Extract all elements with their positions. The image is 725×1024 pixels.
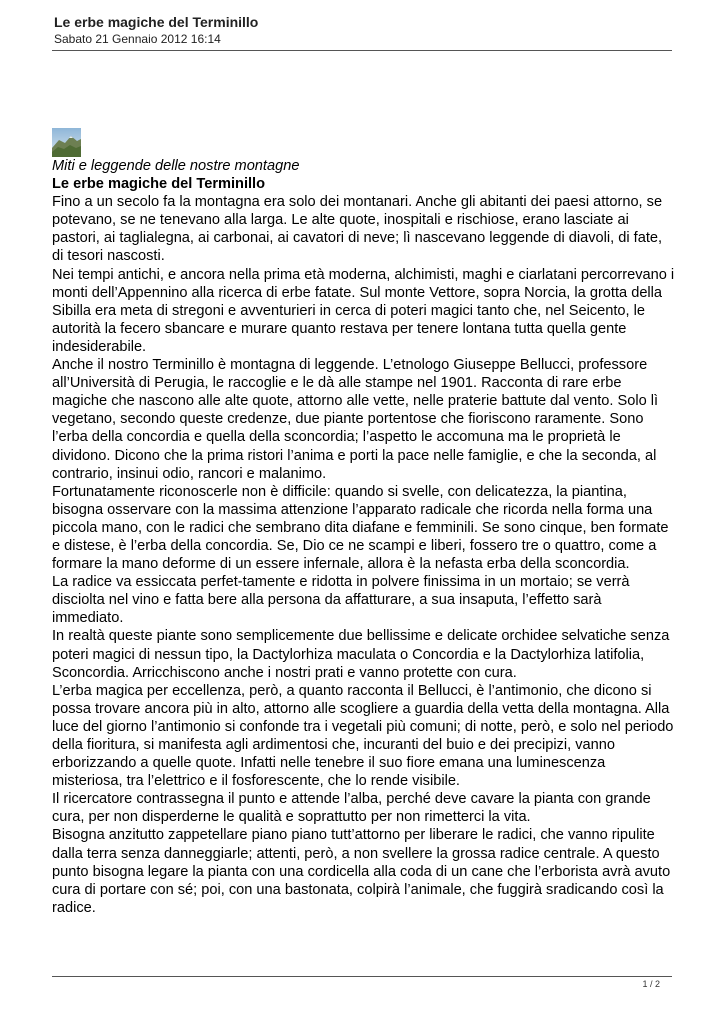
- paragraph: Fortunatamente riconoscerle non è difficile: quando si svelle, con delicatezza, la piantina, bisogna osservare con la massima attenzione l’apparato radicale che ricorda nella forma una piccola mano, con le radici che sembrano dita diafane e femminili. Se sono cinque, ben formate e distese, è l’erba della concordia. Se, Dio ce ne scampi e liberi, fossero tre o quattro, come a formare la mano deforme di un essere infernale, allora è la nefasta erba della sconcordia.: [52, 483, 669, 573]
- header-date: Sabato 21 Gennaio 2012 16:14: [54, 32, 221, 46]
- paragraph: Bisogna anzitutto zappetellare piano piano tutt’attorno per liberare le radici, che vanno ripulite dalla terra senza danneggiarle; attenti, però, a non svellere la grossa radice centrale. A questo punto bisogna legare la pianta con una cordicella alla coda di un cane che l’erborista avrà avuto cura di portare con sé; poi, con una bastonata, colpirà l’animale, che fuggirà sradicando così la radice.: [52, 827, 671, 916]
- mountain-image: [52, 128, 81, 157]
- paragraph: L’erba magica per eccellenza, però, a quanto racconta il Bellucci, è l’antimonio, che dicono si possa trovare ancora più in alto, attorno alle scogliere a guardia della vetta della montagna. Alla luce del giorno l’antimonio si confonde tra i vegetali più comuni; di notte, però, e solo nel periodo della fioritura, si manifesta agli ardimentosi che, incuranti del buio e dei precipizi, vanno erborizzando a quelle quote. Infatti nelle tenebre il suo fiore emana una luminescenza misteriosa, tra l’elettrico e il fosforescente, che lo rende visibile.: [52, 682, 674, 790]
- paragraph: Nei tempi antichi, e ancora nella prima età moderna, alchimisti, maghi e ciarlatani percorrevano i monti dell’Appennino alla ricerca di erbe fatate. Sul monte Vettore, sopra Norcia, la grotta della Sibilla era meta di stregoni e avventurieri in cerca di poteri magici tanto che, nel Seicento, le autorità la fecero sbancare e murare quanto restava per tenere lontana tutta quella gente indesiderabile.: [52, 266, 675, 355]
- header-title: Le erbe magiche del Terminillo: [54, 14, 259, 30]
- page-number: 1 / 2: [642, 979, 660, 989]
- paragraph: Il ricercatore contrassegna il punto e attende l’alba, perché deve cavare la pianta con grande cura, per non disperderne le qualità e soprattutto per non rimetterci la vita.: [52, 791, 651, 826]
- header-divider: [52, 50, 672, 51]
- article-subtitle: Miti e leggende delle nostre montagne: [52, 158, 300, 174]
- paragraph: Anche il nostro Terminillo è montagna di leggende. L’etnologo Giuseppe Bellucci, professore all’Università di Perugia, le raccoglie e le dà alle stampe nel 1901. Racconta di rare erbe magiche che nascono alle alte quote, attorno alle vette, nelle praterie battute dal vento. Solo lì vegetano, secondo queste credenze, due piante portentose che fioriscono raramente. Sono l’erba della concordia e quella della sconcordia; l’aspetto le accomuna ma le proprietà le dividono. Dicono che la prima ristori l’anima e porti la pace nelle famiglie, e che la seconda, al contrario, insinui odio, rancori e malanimo.: [52, 357, 659, 482]
- article-title: Le erbe magiche del Terminillo: [52, 176, 266, 193]
- paragraph: Fino a un secolo fa la montagna era solo dei montanari. Anche gli abitanti dei paesi attorno, se potevano, se ne tenevano alla larga. Le alte quote, inospitali e rischiose, erano lasciate ai pastori, ai taglialegna, ai carbonai, ai cavatori di neve; lì nascevano leggende di diavoli, di fate, di tesori nascosti.: [52, 194, 663, 265]
- paragraph: In realtà queste piante sono semplicemente due bellissime e delicate orchidee selvatiche senza poteri magici di nessun tipo, la Dactylorhiza maculata o Concordia e la Dactylorhiza latifolia, Sconcordia. Arricchiscono anche i nostri prati e vanno protette con cura.: [52, 628, 670, 681]
- paragraph: La radice va essiccata perfet-tamente e ridotta in polvere finissima in un mortaio; se verrà disciolta nel vino e fatta bere alla persona da affatturare, a sua insaputa, l’effetto sarà immediato.: [52, 574, 630, 627]
- article-body: [52, 157, 676, 917]
- mountain-thumbnail: [52, 128, 81, 157]
- footer-divider: [52, 976, 672, 977]
